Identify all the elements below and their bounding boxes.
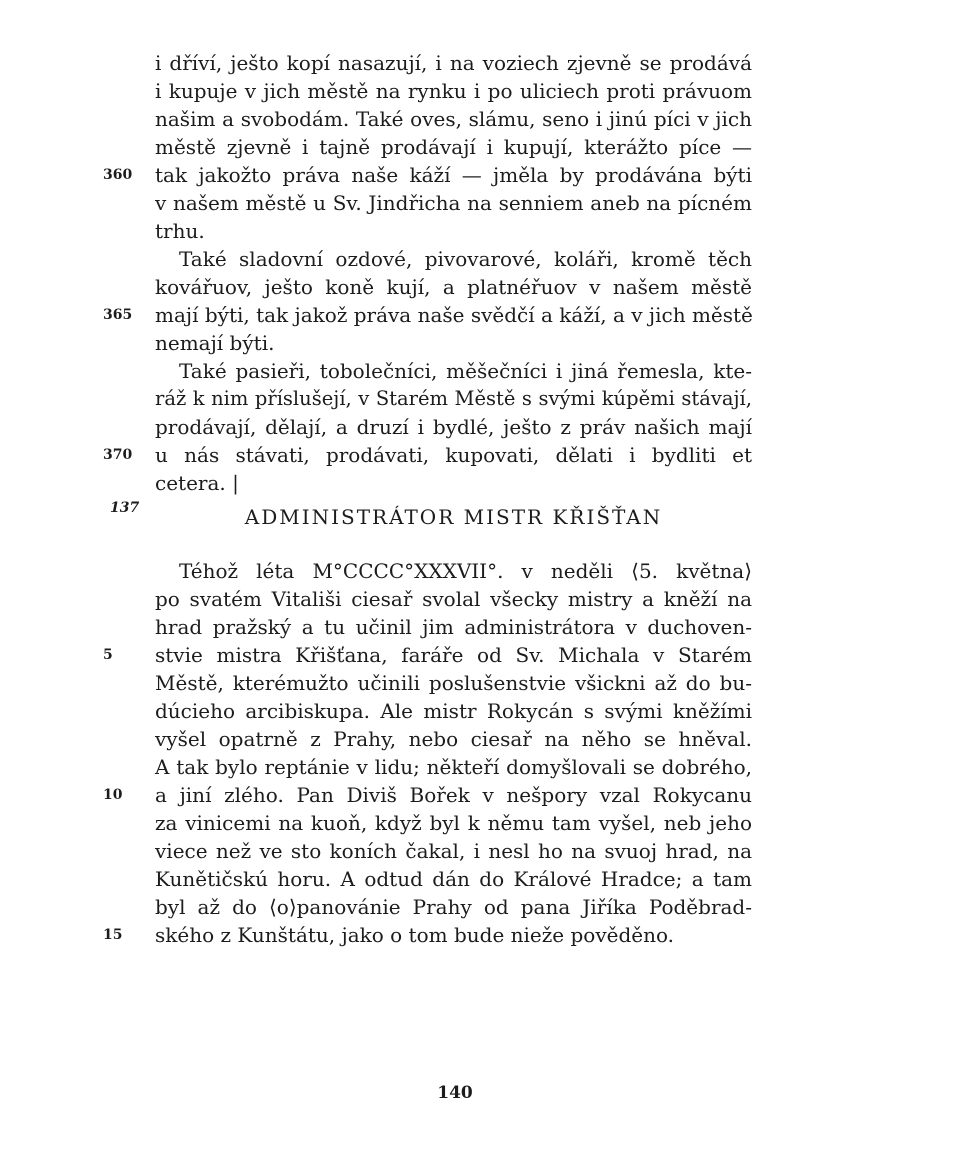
- text-line: Kunětičskú horu. A odtud dán do Králové Hradce; a tam: [155, 867, 752, 891]
- line-number: 10: [103, 787, 123, 803]
- text-line: tak jakožto práva naše káží — jměla by prodávána býti: [155, 163, 752, 187]
- text-line: kovářuov, ješto koně kují, a platnéřuov v našem městě: [155, 275, 752, 299]
- text-line: Městě, kterémužto učinili poslušenstvie všickni až do bu-: [155, 671, 752, 695]
- text-line: po svatém Vitališi ciesař svolal všecky mistry a kněží na: [155, 587, 752, 611]
- text-line: byl až do ⟨o⟩panovánie Prahy od pana Jiříka Poděbrad-: [155, 895, 752, 919]
- line-number: 15: [103, 927, 123, 943]
- line-number: 5: [103, 647, 113, 663]
- text-line: ského z Kunštátu, jako o tom bude nieže pověděno.: [155, 923, 675, 947]
- text-line: stvie mistra Křišťana, faráře od Sv. Michala v Starém: [155, 643, 752, 667]
- text-line: cetera. |: [155, 471, 239, 495]
- text-line: trhu.: [155, 219, 205, 243]
- text-line: a jiní zlého. Pan Diviš Bořek v nešpory vzal Rokycanu: [155, 783, 752, 807]
- text-line: mají býti, tak jakož práva naše svědčí a káží, a v jich městě: [155, 303, 753, 327]
- text-line: městě zjevně i tajně prodávají i kupují, kterážto píce —: [155, 135, 752, 159]
- line-number: 365: [103, 307, 133, 323]
- section-number: 137: [110, 500, 140, 516]
- text-line: hrad pražský a tu učinil jim administrátora v duchoven-: [155, 615, 752, 639]
- section-heading: ADMINISTRÁTOR MISTR KŘIŠŤAN: [244, 505, 663, 529]
- text-line: viece než ve sto koních čakal, i nesl ho na svuoj hrad, na: [155, 839, 752, 863]
- text-line: Také pasieři, tobolečníci, měšečníci i jiná řemesla, kte-: [179, 359, 752, 383]
- line-number: 360: [103, 167, 133, 183]
- text-line: Také sladovní ozdové, pivovarové, koláři, kromě těch: [179, 247, 752, 271]
- text-line: dúcieho arcibiskupa. Ale mistr Rokycán s svými kněžími: [155, 699, 752, 723]
- text-line: i dříví, ješto kopí nasazují, i na voziech zjevně se prodává: [155, 51, 752, 75]
- text-line: u nás stávati, prodávati, kupovati, dělati i bydliti et: [155, 443, 752, 467]
- text-line: nemají býti.: [155, 331, 275, 355]
- text-line: Téhož léta M°CCCC°XXXVII°. v neděli ⟨5. května⟩: [179, 559, 752, 583]
- text-line: A tak bylo reptánie v lidu; někteří domyšlovali se dobrého,: [155, 755, 752, 779]
- text-line: vyšel opatrně z Prahy, nebo ciesař na něho se hněval.: [155, 727, 752, 751]
- line-number: 370: [103, 447, 133, 463]
- text-line: za vinicemi na kuoň, když byl k němu tam vyšel, neb jeho: [155, 811, 752, 835]
- text-line: prodávají, dělají, a druzí i bydlé, ješto z práv našich mají: [155, 415, 752, 439]
- text-line: ráž k nim příslušejí, v Starém Městě s svými kúpěmi stávají,: [155, 387, 752, 410]
- page-number: 140: [437, 1083, 473, 1103]
- text-line: v našem městě u Sv. Jindřicha na senniem aneb na pícném: [155, 191, 752, 215]
- text-line: našim a svobodám. Také oves, slámu, seno i jinú píci v jich: [155, 107, 752, 131]
- text-line: i kupuje v jich městě na rynku i po uliciech proti právuom: [155, 79, 752, 103]
